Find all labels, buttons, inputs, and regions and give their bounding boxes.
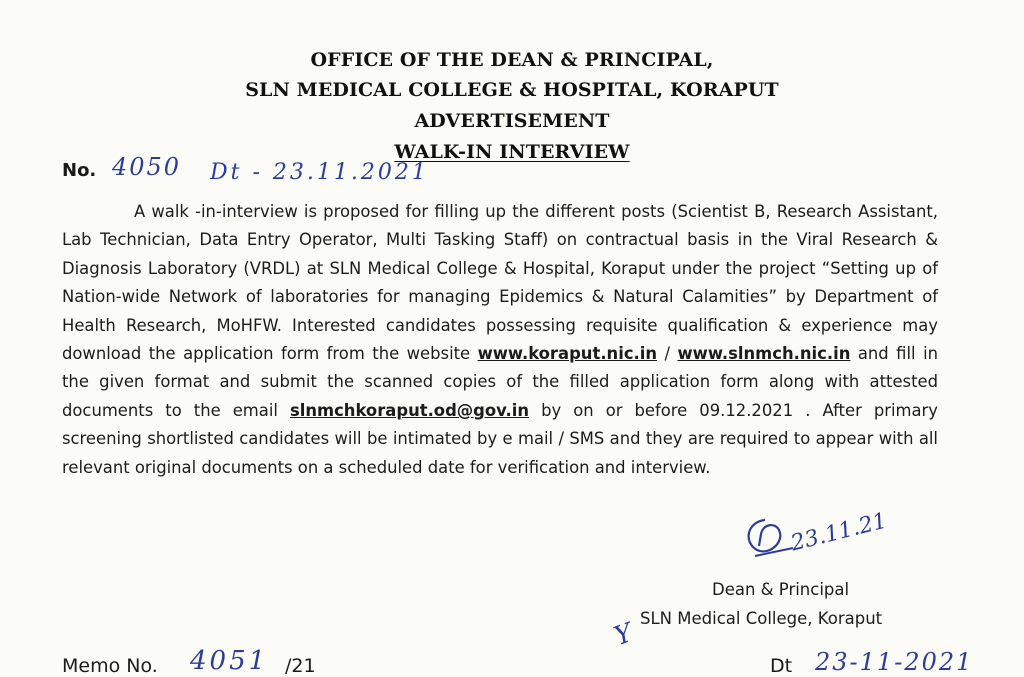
website-link-slnmch[interactable]: www.slnmch.nic.in xyxy=(677,344,851,364)
memo-date-label: Dt xyxy=(770,655,793,677)
body-text-3: and fill in the given format and submit the scanned copies of the filled application form along with attested documents to the email xyxy=(62,344,939,420)
reference-date: Dt - 23.11.2021 xyxy=(210,160,429,185)
college-name: SLN MEDICAL COLLEGE & HOSPITAL, KORAPUT xyxy=(245,79,779,101)
body-paragraph xyxy=(62,198,938,482)
memo-date: 23-11-2021 xyxy=(815,648,974,676)
office-title: OFFICE OF THE DEAN & PRINCIPAL, xyxy=(310,49,714,71)
reference-number: 4050 xyxy=(112,153,182,181)
advertisement-heading: ADVERTISEMENT xyxy=(414,110,610,132)
advertisement-body xyxy=(62,198,938,482)
reference-label: No. xyxy=(62,160,97,181)
body-text-2: / xyxy=(657,344,678,364)
email-link[interactable]: slnmchkoraput.od@gov.in xyxy=(289,400,530,420)
body-text-1: A walk -in-interview is proposed for filling up the different posts (Scientist B, Research Assistant, Lab Technician, Data Entry Operator, Multi Tasking Staff) on contractual basis in the Viral Research & Diagnosis Laboratory (VRDL) at SLN Medical College & Hospital, Koraput under the project “Setting up of Nation-wide Network of laboratories for managing Epidemics & Natural Calamities” by Department of Health Research, MoHFW. Interested candidates possessing requisite qualification & experience may download the application form from the website xyxy=(62,202,938,364)
signature-scribble-icon xyxy=(735,512,795,572)
memo-number: 4051 xyxy=(190,646,269,676)
signatory-institution: SLN Medical College, Koraput xyxy=(640,609,883,628)
initial-mark: Y xyxy=(610,617,637,653)
memo-year: /21 xyxy=(285,655,316,677)
website-link-koraput[interactable]: www.koraput.nic.in xyxy=(477,344,658,364)
signatory-block xyxy=(640,575,882,633)
signature-date: 23.11.21 xyxy=(788,508,890,557)
body-text-4: by on or before 09.12.2021 . After primary screening shortlisted candidates will be intimated by e mail / SMS and they are required to appear with all relevant original documents on a scheduled date for verification and interview. xyxy=(62,400,938,477)
walk-in-heading-text: WALK-IN INTERVIEW xyxy=(394,141,630,163)
signatory-title: Dean & Principal xyxy=(712,580,850,599)
memo-label: Memo No. xyxy=(62,655,158,677)
